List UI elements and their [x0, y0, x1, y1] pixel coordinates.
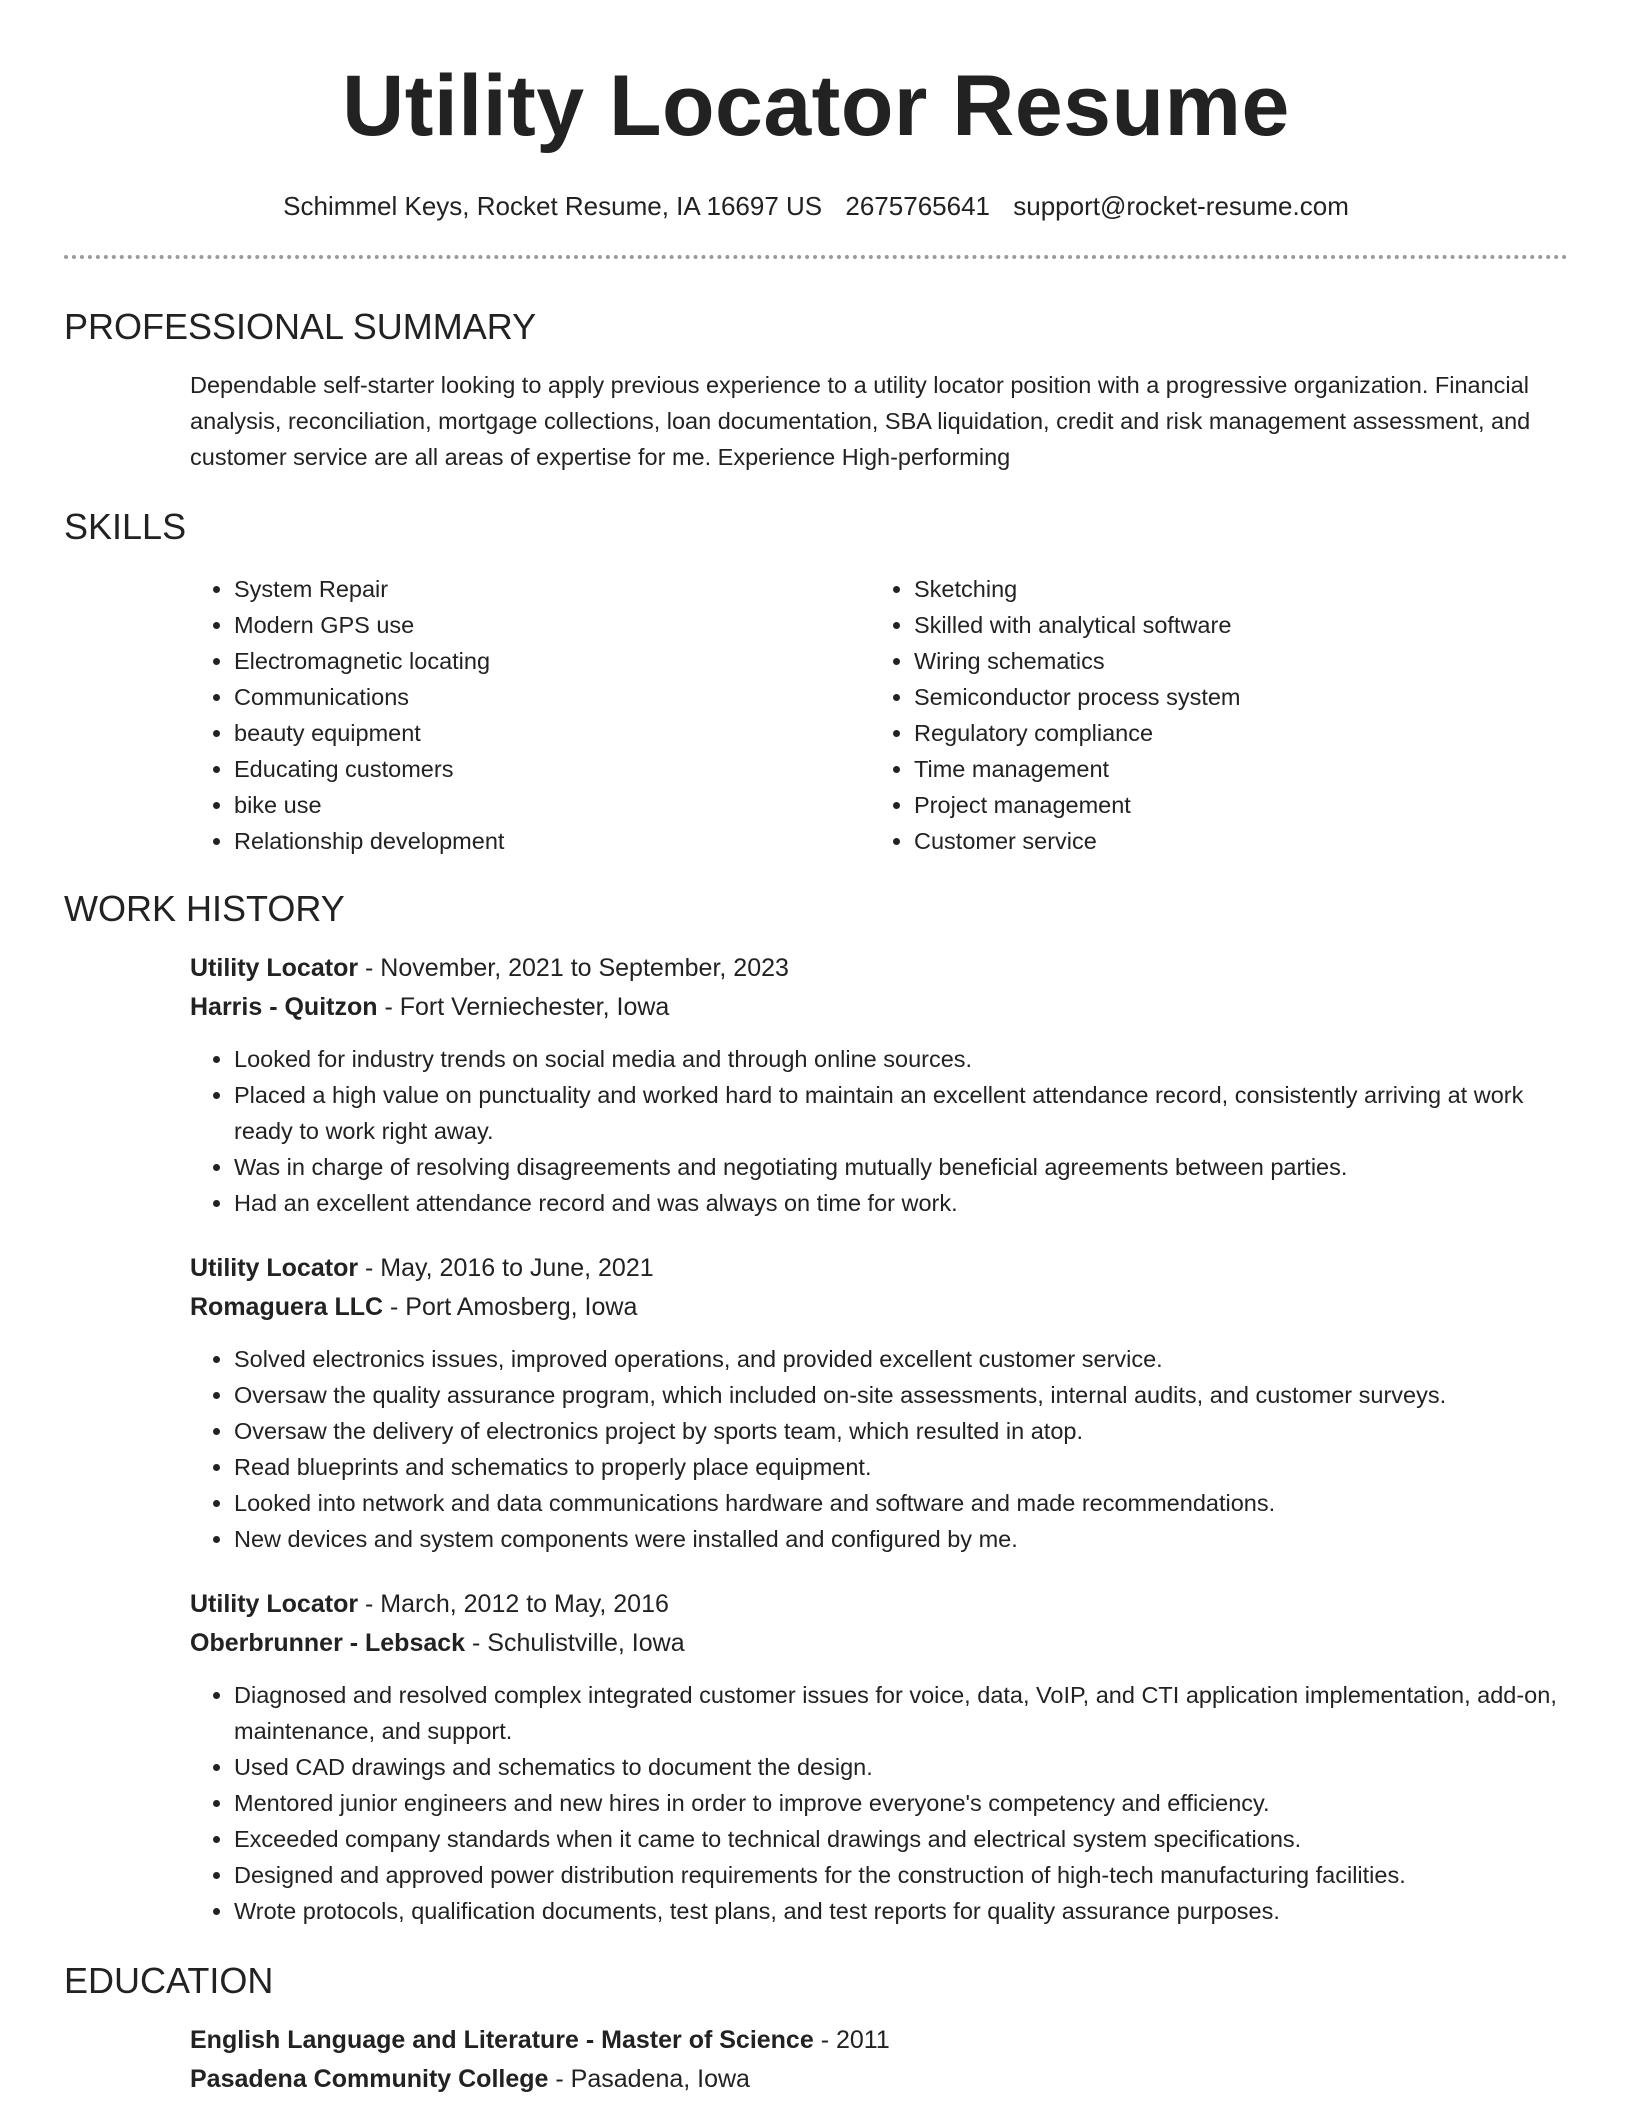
job-bullets [190, 1041, 1568, 1221]
education-location: - Pasadena, Iowa [548, 2065, 750, 2093]
job-role: Utility Locator [190, 1254, 359, 1282]
section-title-education: EDUCATION [64, 1960, 274, 2001]
education-degree-line [190, 2021, 1568, 2060]
job-location: - Port Amosberg, Iowa [383, 1293, 638, 1321]
job-title-line [190, 949, 1568, 988]
job-bullet: • Used CAD drawings and schematics to document the design. [234, 1749, 1568, 1785]
skill-item: • Skilled with analytical software [914, 607, 1490, 643]
education-section [64, 1959, 1568, 2099]
skill-item: • Sketching [914, 571, 1490, 607]
skill-item: • beauty equipment [234, 715, 870, 751]
job-dates: - May, 2016 to June, 2021 [358, 1254, 654, 1282]
job-company-line [190, 988, 1568, 1027]
skill-item: • Regulatory compliance [914, 715, 1490, 751]
job-bullet: • Read blueprints and schematics to properly place equipment. [234, 1449, 1568, 1485]
job-company: Harris - Quitzon [190, 993, 378, 1021]
job-bullet: • Oversaw the delivery of electronics project by sports team, which resulted in atop. [234, 1413, 1568, 1449]
skill-item: • Time management [914, 751, 1490, 787]
skills-grid [190, 571, 1568, 859]
job-bullet: • Designed and approved power distribution requirements for the construction of high-tech manufacturing facilities. [234, 1857, 1568, 1893]
job-bullet: • Had an excellent attendance record and was always on time for work. [234, 1185, 1568, 1221]
job-bullet: • Wrote protocols, qualification documents, test plans, and test reports for quality assurance purposes. [234, 1893, 1568, 1929]
job-entry [190, 1249, 1568, 1557]
job-location: - Fort Verniechester, Iowa [377, 993, 670, 1021]
job-dates: - November, 2021 to September, 2023 [358, 954, 789, 982]
job-bullet: • Placed a high value on punctuality and worked hard to maintain an excellent attendance record, consistently arriving at work ready to work right away. [234, 1077, 1568, 1149]
education-school-line [190, 2060, 1568, 2099]
contact-line [64, 190, 1568, 222]
job-bullets [190, 1677, 1568, 1929]
job-title-line [190, 1249, 1568, 1288]
job-entry [190, 949, 1568, 1221]
skill-item: • Modern GPS use [234, 607, 870, 643]
skills-section [64, 505, 1568, 859]
skill-item: • Project management [914, 787, 1490, 823]
education-school: Pasadena Community College [190, 2065, 549, 2093]
job-bullet: • Solved electronics issues, improved operations, and provided excellent customer service. [234, 1341, 1568, 1377]
skill-item: • Educating customers [234, 751, 870, 787]
skills-list-left [190, 571, 870, 859]
job-entry [190, 1585, 1568, 1929]
header-divider [64, 255, 1568, 259]
resume-title: Utility Locator Resume [342, 58, 1290, 154]
section-title-work: WORK HISTORY [64, 888, 345, 929]
skill-item: • Relationship development [234, 823, 870, 859]
work-history-section [64, 887, 1568, 1929]
job-bullets [190, 1341, 1568, 1557]
contact-address: Schimmel Keys, Rocket Resume, IA 16697 US [283, 191, 823, 221]
skill-item: • Communications [234, 679, 870, 715]
job-bullet: • Exceeded company standards when it came to technical drawings and electrical system specifications. [234, 1821, 1568, 1857]
education-year: - 2011 [813, 2026, 890, 2054]
job-company: Oberbrunner - Lebsack [190, 1629, 466, 1657]
job-company-line [190, 1624, 1568, 1663]
skill-item: • bike use [234, 787, 870, 823]
contact-phone: 2675765641 [845, 191, 990, 221]
summary-text: Dependable self-starter looking to apply previous experience to a utility locator position with a progressive organization. Financial analysis, reconciliation, mortgage collections, loan documentation, SBA liquidation, credit and risk management assessment, and customer service are all areas of expertise for me. Experience High-performing [190, 372, 1531, 470]
job-bullet: • Looked for industry trends on social media and through online sources. [234, 1041, 1568, 1077]
professional-summary-section [64, 305, 1568, 475]
job-company: Romaguera LLC [190, 1293, 384, 1321]
job-location: - Schulistville, Iowa [465, 1629, 685, 1657]
job-bullet: • Looked into network and data communications hardware and software and made recommendations. [234, 1485, 1568, 1521]
contact-email: support@rocket-resume.com [1013, 191, 1349, 221]
education-entry [190, 2021, 1568, 2099]
skills-list-right [870, 571, 1490, 859]
job-role: Utility Locator [190, 1590, 359, 1618]
skill-item: • System Repair [234, 571, 870, 607]
skill-item: • Semiconductor process system [914, 679, 1490, 715]
job-dates: - March, 2012 to May, 2016 [358, 1590, 669, 1618]
job-bullet: • Diagnosed and resolved complex integrated customer issues for voice, data, VoIP, and CTI application implementation, add-on, maintenance, and support. [234, 1677, 1568, 1749]
job-title-line [190, 1585, 1568, 1624]
job-bullet: • Mentored junior engineers and new hires in order to improve everyone's competency and efficiency. [234, 1785, 1568, 1821]
section-title-skills: SKILLS [64, 506, 187, 547]
section-title-summary: PROFESSIONAL SUMMARY [64, 306, 537, 347]
job-bullet: • Was in charge of resolving disagreements and negotiating mutually beneficial agreements between parties. [234, 1149, 1568, 1185]
job-company-line [190, 1288, 1568, 1327]
job-role: Utility Locator [190, 954, 359, 982]
job-bullet: • Oversaw the quality assurance program, which included on-site assessments, internal audits, and customer surveys. [234, 1377, 1568, 1413]
job-bullet: • New devices and system components were installed and configured by me. [234, 1521, 1568, 1557]
skill-item: • Electromagnetic locating [234, 643, 870, 679]
education-degree: English Language and Literature - Master of Science [190, 2026, 814, 2054]
skill-item: • Wiring schematics [914, 643, 1490, 679]
skill-item: • Customer service [914, 823, 1490, 859]
